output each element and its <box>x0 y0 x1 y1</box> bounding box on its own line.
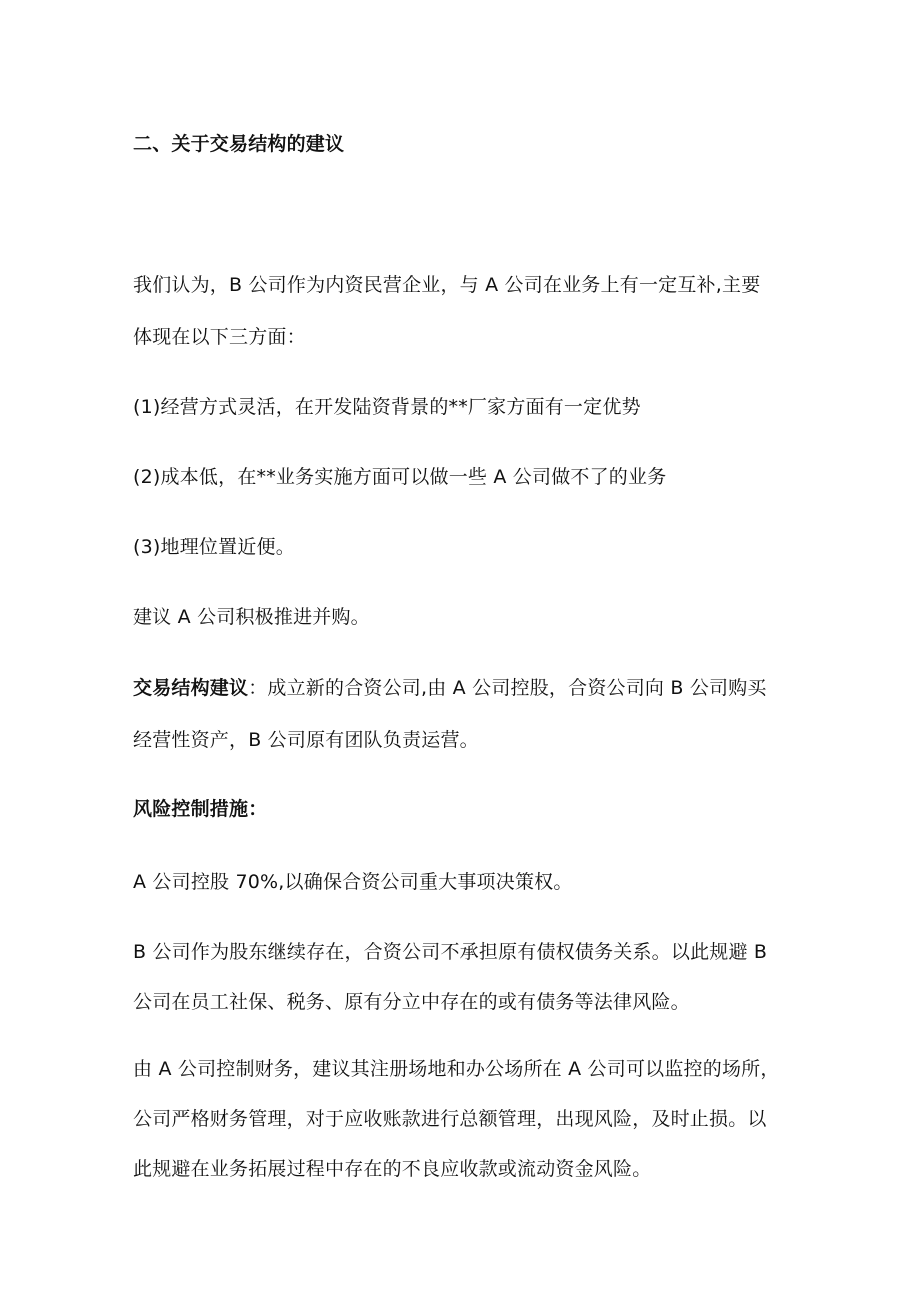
section-heading: 二、关于交易结构的建议 <box>133 133 345 155</box>
risk-paragraph-2-line-2: 公司在员工社保、税务、原有分立中存在的或有债务等法律风险。 <box>133 991 690 1013</box>
risk-paragraph-3-line-2: 公司严格财务管理，对于应收账款进行总额管理，出现风险，及时止损。以 <box>133 1108 767 1130</box>
risk-label: 风险控制措施： <box>133 798 268 820</box>
risk-paragraph-2-line-1: B 公司作为股东继续存在，合资公司不承担原有债权债务关系。以此规避 B <box>133 941 768 963</box>
structure-text: ：成立新的合资公司,由 A 公司控股，合资公司向 B 公司购买 <box>248 677 767 699</box>
point-1: (1)经营方式灵活，在开发陆资背景的**厂家方面有一定优势 <box>133 396 641 418</box>
point-2: (2)成本低，在**业务实施方面可以做一些 A 公司做不了的业务 <box>133 466 667 488</box>
intro-line-2: 体现在以下三方面： <box>133 326 306 348</box>
risk-paragraph-3-line-1: 由 A 公司控制财务，建议其注册场地和办公场所在 A 公司可以监控的场所， <box>133 1058 780 1080</box>
structure-paragraph-line-1 <box>133 676 767 700</box>
intro-line-1: 我们认为，B 公司作为内资民营企业，与 A 公司在业务上有一定互补,主要 <box>133 274 761 296</box>
structure-label: 交易结构建议 <box>133 677 249 699</box>
recommendation-text: 建议 A 公司积极推进并购。 <box>133 606 370 628</box>
structure-paragraph-line-2: 经营性资产，B 公司原有团队负责运营。 <box>133 729 479 751</box>
risk-paragraph-3-line-3: 此规避在业务拓展过程中存在的不良应收款或流动资金风险。 <box>133 1158 652 1180</box>
point-3: (3)地理位置近便。 <box>133 536 295 558</box>
risk-paragraph-1: A 公司控股 70%,以确保合资公司重大事项决策权。 <box>133 871 573 893</box>
